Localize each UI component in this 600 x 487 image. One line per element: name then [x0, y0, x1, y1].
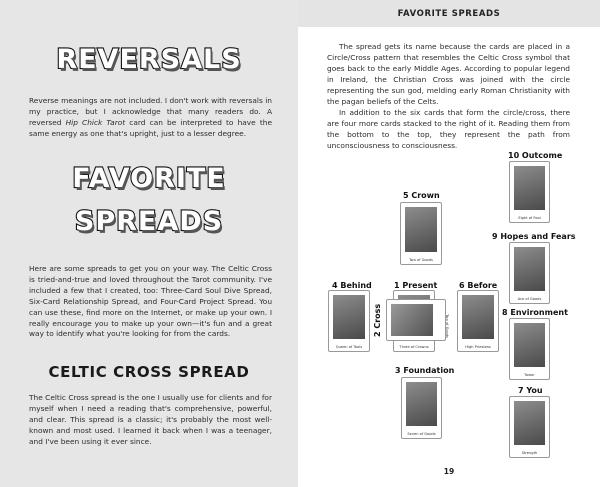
card-art [514, 166, 545, 210]
label-foundation: 3 Foundation [395, 366, 455, 375]
card-caption: Tower [524, 373, 535, 377]
card-art [333, 295, 365, 339]
card-caption: Three of Crowns [399, 345, 429, 349]
card-art [514, 323, 545, 367]
label-crown: 5 Crown [403, 191, 440, 200]
favorite-heading-line2: SPREADS [74, 206, 224, 237]
spread-paragraph-1: The spread gets its name because the cards are placed in a Circle/Cross pattern that resembles the Celtic Cross symbol that goes back to the early Middle Ages. According to popular legend in Ireland, the Christian Cross was joined with the circle representing the sun god, melding early Roman Christianity with the pagan beliefs of the Celts. [327, 42, 570, 106]
card-environment [509, 318, 550, 380]
card-caption: Strength [521, 451, 538, 455]
card-foundation [401, 377, 442, 439]
card-outcome [509, 161, 550, 223]
page-number: 19 [443, 467, 455, 476]
favorite-paragraph: Here are some spreads to get you on your way. The Celtic Cross is tried-and-true and loved throughout the Tarot community. I've included a few that I created, too: Three-Card Soul Dive Spread, Six-Card Relationship Spread, and Four-Card Project Spread. You can use these, find more on the Internet, or make up your own. I really encourage you to make up your own—it's fun and a great way to identify what you're looking for from the cards. [29, 264, 272, 339]
label-hopes-fears: 9 Hopes and Fears [492, 232, 576, 241]
card-crown [400, 202, 442, 265]
label-present: 1 Present [394, 281, 438, 290]
card-caption: High Priestess [465, 345, 491, 349]
reversals-heading: REVERSALS [56, 44, 242, 75]
running-head: FAVORITE SPREADS [397, 9, 501, 19]
card-art [514, 247, 545, 291]
label-cross: 2 Cross [373, 303, 382, 337]
reversals-paragraph [29, 96, 272, 140]
card-caption: Eight of Fool [518, 216, 541, 220]
label-outcome: 10 Outcome [508, 151, 563, 160]
book-title: Hip Chick Tarot [65, 117, 126, 127]
celtic-cross-heading: CELTIC CROSS SPREAD [48, 363, 250, 381]
card-you [509, 396, 550, 458]
favorite-heading-line1: FAVORITE [72, 163, 226, 194]
label-behind: 4 Behind [332, 281, 372, 290]
card-caption: Queen of Tools [335, 345, 363, 349]
card-hopes-fears [509, 242, 550, 304]
label-before: 6 Before [459, 281, 498, 290]
card-art [391, 304, 433, 336]
card-caption: Two of Goods [409, 258, 433, 262]
card-art [462, 295, 494, 339]
card-behind [328, 290, 370, 352]
card-art [406, 382, 437, 426]
card-cross [386, 299, 450, 341]
reversals-text-a: Reverse meanings are not included. I don't work with reversals in my practice, but I acknowledge that many readers do. A reversed [29, 96, 272, 127]
card-caption: Ace of Goods [517, 297, 542, 301]
card-art [514, 401, 545, 445]
card-caption: Seven of Goods [407, 432, 436, 436]
reversals-text-b: card can be interpreted to have the same energy as one that's upright, just to a lesser degree. [29, 117, 272, 138]
spread-paragraph-2: In addition to the six cards that form the circle/cross, there are four more cards stacked to the right of it. Reading them from the bottom to the top, they represent the path from unconsciousness to consciousness. [327, 108, 570, 150]
card-art [405, 207, 437, 252]
card-caption: Two of Goods [445, 314, 450, 338]
label-you: 7 You [518, 386, 543, 395]
label-environment: 8 Environment [502, 308, 568, 317]
celtic-cross-paragraph: The Celtic Cross spread is the one I usually use for clients and for myself when I need a reading that's comprehensive, powerful, and clear. This spread is a classic; it's probably the most well-known and most used. I learned it back when I was a teenager, and I've been using it ever since. [29, 393, 272, 446]
card-before [457, 290, 499, 352]
